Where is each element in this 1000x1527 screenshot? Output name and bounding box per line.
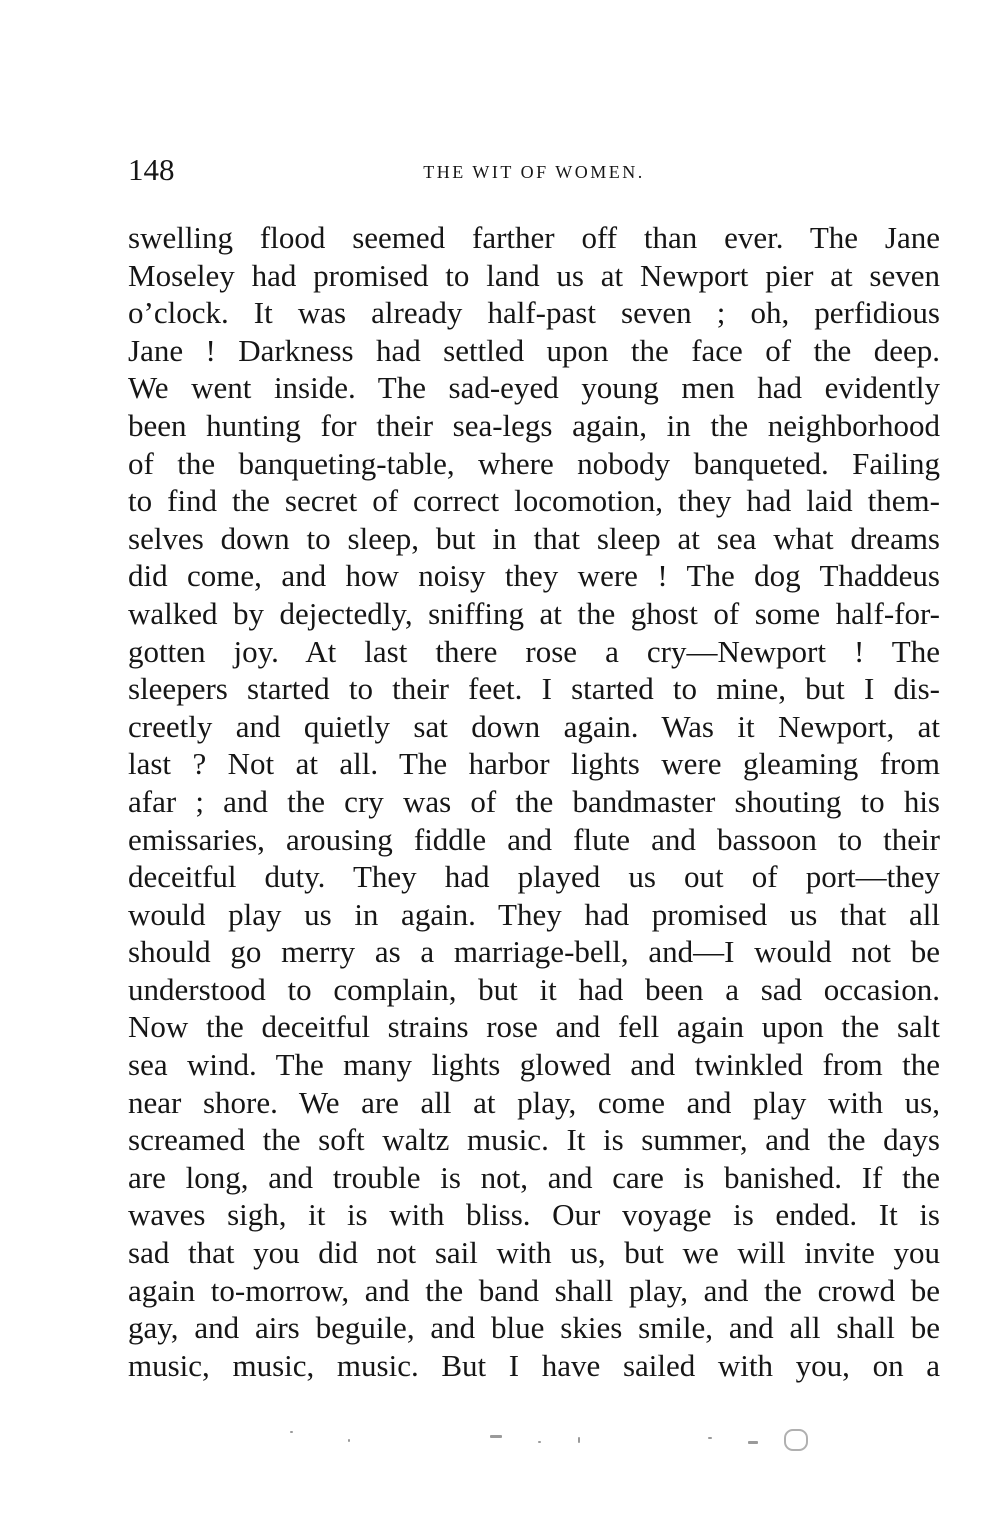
text-line: o’clock. It was already half-past seven ; oh, perfidious (128, 295, 940, 331)
text-line: sea wind. The many lights glowed and twinkled from the (128, 1047, 940, 1083)
text-line: last ? Not at all. The harbor lights were gleaming from (128, 746, 940, 782)
body-text (128, 219, 940, 1384)
scan-speck (348, 1439, 350, 1442)
text-line: again to-morrow, and the band shall play, and the crowd be (128, 1272, 940, 1308)
text-line: Now the deceitful strains rose and fell again upon the salt (128, 1009, 940, 1045)
text-line: understood to complain, but it had been a sad occasion. (128, 971, 940, 1007)
text-line: emissaries, arousing fiddle and flute and bassoon to their (128, 821, 940, 857)
text-line: creetly and quietly sat down again. Was it Newport, at (128, 708, 940, 744)
text-line: swelling flood seemed farther off than ever. The Jane (128, 220, 940, 255)
text-line: near shore. We are all at play, come and play with us, (128, 1084, 940, 1120)
running-head (128, 150, 940, 190)
text-line: music, music, music. But I have sailed with you, on a (128, 1347, 940, 1383)
text-line: are long, and trouble is not, and care is banished. If the (128, 1159, 940, 1195)
text-line: selves down to sleep, but in that sleep at sea what dreams (128, 520, 940, 556)
scan-speck (784, 1429, 808, 1451)
text-line: to find the secret of correct locomotion, they had laid them- (128, 483, 940, 519)
text-line: walked by dejectedly, sniffing at the ghost of some half-for- (128, 595, 940, 631)
text-line: screamed the soft waltz music. It is summer, and the days (128, 1122, 940, 1158)
text-line: should go merry as a marriage-bell, and—I would not be (128, 934, 940, 970)
scan-speck (538, 1441, 541, 1443)
text-line: gay, and airs beguile, and blue skies smile, and all shall be (128, 1310, 940, 1346)
text-line: Moseley had promised to land us at Newport pier at seven (128, 257, 940, 293)
text-line: sad that you did not sail with us, but we will invite you (128, 1235, 940, 1271)
page-number: 148 (128, 152, 175, 187)
scan-speck (748, 1441, 758, 1444)
scan-speck (490, 1435, 502, 1438)
text-line: sleepers started to their feet. I started to mine, but I dis- (128, 671, 940, 707)
text-line: We went inside. The sad-eyed young men had evidently (128, 370, 940, 406)
scan-speck (708, 1437, 712, 1439)
text-line: would play us in again. They had promised us that all (128, 896, 940, 932)
text-line: of the banqueting-table, where nobody banqueted. Failing (128, 445, 940, 481)
text-line: gotten joy. At last there rose a cry—Newport ! The (128, 633, 940, 669)
text-line: did come, and how noisy they were ! The dog Thaddeus (128, 558, 940, 594)
scan-speck (578, 1437, 580, 1443)
text-line: waves sigh, it is with bliss. Our voyage is ended. It is (128, 1197, 940, 1233)
text-line: deceitful duty. They had played us out of port—they (128, 859, 940, 895)
scan-speck (290, 1431, 293, 1433)
text-line: been hunting for their sea-legs again, in the neighborhood (128, 407, 940, 443)
text-line: afar ; and the cry was of the bandmaster shouting to his (128, 783, 940, 819)
running-title: THE WIT OF WOMEN. (423, 162, 645, 182)
scan-specks (280, 1425, 840, 1455)
text-line: Jane ! Darkness had settled upon the face of the deep. (128, 332, 940, 368)
